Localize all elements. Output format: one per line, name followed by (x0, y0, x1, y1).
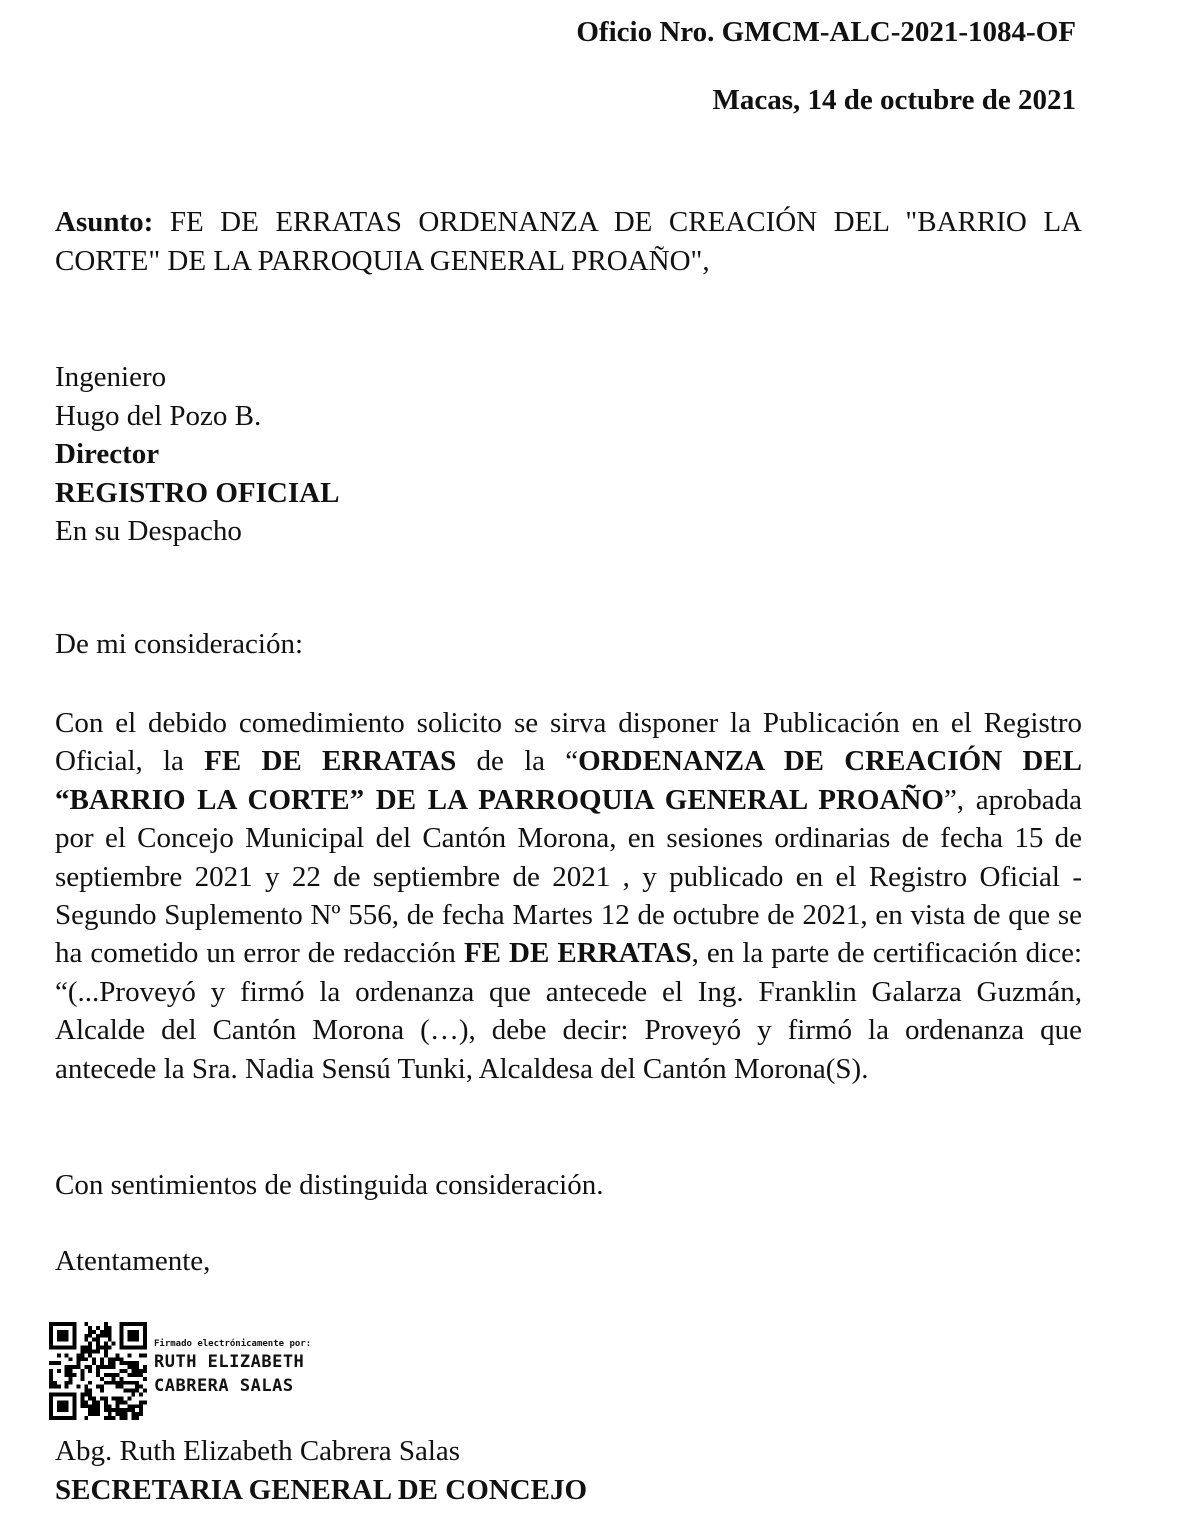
recipient-title: Ingeniero (55, 361, 167, 393)
recipient-position: Director (55, 438, 160, 470)
closing: Con sentimientos de distinguida consideración. (55, 1169, 604, 1201)
recipient-location: En su Despacho (55, 515, 242, 547)
recipient-block (55, 358, 339, 551)
body-text-1: Con el debido comedimiento solicito se sirva disponer la Publicación en el Registro Oficial, la (55, 707, 1082, 778)
oficio-number: Oficio Nro. GMCM-ALC-2021-1084-OF (576, 16, 1076, 48)
signature-name-line-2: CABRERA SALAS (154, 1376, 294, 1396)
body-text-3: ”, aprobada por el Concejo Municipal del Cantón Morona, en sesiones ordinarias de fecha 15 de septiembre 2021 y 22 de septiembre de 2021 , y publicado en el Registro Oficial - Segundo Suplemento Nº 556, de fecha Martes 12 de octubre de 2021, en vista de que se ha cometido un error de redacción (55, 783, 1082, 970)
qr-code-icon (49, 1322, 147, 1420)
document-date: Macas, 14 de octubre de 2021 (712, 84, 1076, 116)
body-bold-1: FE DE ERRATAS (204, 745, 457, 778)
body-bold-3: FE DE ERRATAS (463, 937, 692, 970)
recipient-name: Hugo del Pozo B. (55, 399, 262, 432)
signer-position: SECRETARIA GENERAL DE CONCEJO (55, 1474, 588, 1506)
signature-label: Firmado electrónicamente por: (154, 1339, 312, 1349)
body-bold-2: ORDENANZA DE CREACIÓN DEL “BARRIO LA CORTE” DE LA PARROQUIA GENERAL PROAÑO (55, 745, 1082, 816)
body-text-2: de la “ (456, 745, 579, 778)
body-paragraph (55, 704, 1082, 1088)
sign-off: Atentamente, (55, 1245, 211, 1277)
subject-text: FE DE ERRATAS ORDENANZA DE CREACIÓN DEL "BARRIO LA CORTE" DE LA PARROQUIA GENERAL PROAÑO", (55, 206, 1082, 277)
salutation: De mi consideración: (55, 628, 304, 660)
subject (55, 203, 1082, 281)
signer-name: Abg. Ruth Elizabeth Cabrera Salas (55, 1435, 461, 1467)
signature-name-line-1: RUTH ELIZABETH (154, 1352, 305, 1372)
subject-label: Asunto: (55, 206, 154, 238)
electronic-signature (154, 1338, 311, 1398)
recipient-institution: REGISTRO OFICIAL (55, 476, 340, 509)
body-text-4: , en la parte de certificación dice: “(...Proveyó y firmó la ordenanza que antecede el Ing. Franklin Galarza Guzmán, Alcalde del Cantón Morona (…), debe decir: Proveyó y firmó la ordenanza que antecede la Sra. Nadia Sensú Tunki, Alcaldesa del Cantón Morona(S). (55, 937, 1083, 1085)
